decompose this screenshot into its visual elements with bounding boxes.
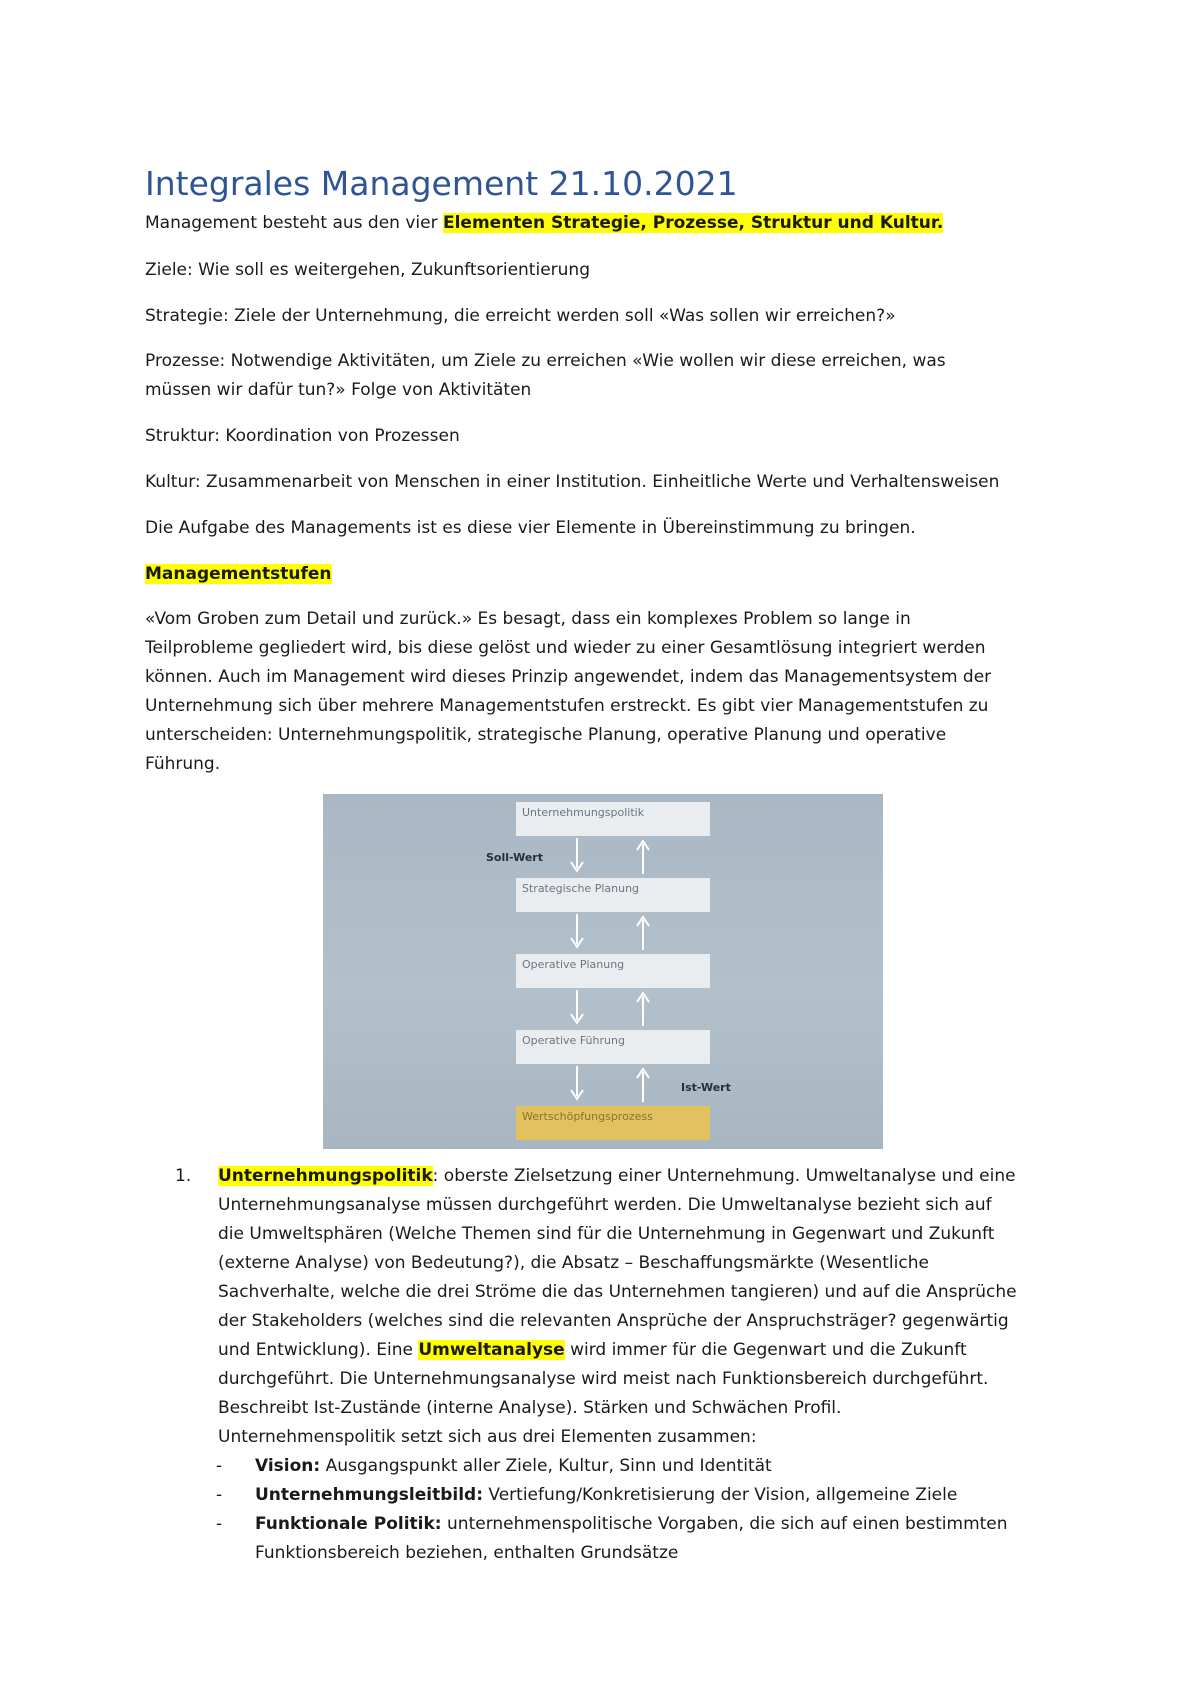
- section-heading-text: Managementstufen: [145, 564, 332, 584]
- arrow-down-icon: [569, 914, 585, 950]
- bullet-dash: -: [216, 1514, 223, 1534]
- arrow-up-icon: [635, 838, 651, 874]
- intro-highlight: Elementen Strategie, Prozesse, Struktur und Kultur.: [442, 213, 944, 233]
- stufen-line-3: können. Auch im Management wird dieses Prinzip angewendet, indem das Managementsystem der: [145, 667, 992, 687]
- list-number: 1.: [175, 1166, 192, 1186]
- list-item-line-9: Beschreibt Ist-Zustände (interne Analyse). Stärken und Schwächen Profil.: [218, 1398, 842, 1418]
- ist-wert-label: Ist-Wert: [681, 1081, 731, 1094]
- arrow-up-icon: [635, 914, 651, 950]
- umweltanalyse-highlight: Umweltanalyse: [418, 1340, 565, 1360]
- soll-wert-label: Soll-Wert: [486, 851, 543, 864]
- figure-box-strategische-planung: Strategische Planung: [516, 878, 710, 912]
- stufen-line-4: Unternehmung sich über mehrere Managementstufen erstreckt. Es gibt vier Managementstufen zu: [145, 696, 989, 716]
- bullet-dash: -: [216, 1456, 223, 1476]
- struktur-paragraph: Struktur: Koordination von Prozessen: [145, 426, 460, 446]
- line-7-prefix: und Entwicklung). Eine: [218, 1340, 419, 1360]
- arrow-down-icon: [569, 1066, 585, 1102]
- intro-paragraph: [145, 209, 1065, 238]
- list-item-line-10: Unternehmenspolitik setzt sich aus drei Elementen zusammen:: [218, 1427, 757, 1447]
- figure-box-operative-planung: Operative Planung: [516, 954, 710, 988]
- kultur-paragraph: Kultur: Zusammenarbeit von Menschen in einer Institution. Einheitliche Werte und Verhaltensweisen: [145, 472, 1000, 492]
- list-item-line-5: Sachverhalte, welche die drei Ströme die das Unternehmen tangieren) und auf die Ansprüche: [218, 1282, 1017, 1302]
- figure-box-unternehmungspolitik: Unternehmungspolitik: [516, 802, 710, 836]
- list-item-line-2: Unternehmungsanalyse müssen durchgeführt werden. Die Umweltanalyse bezieht sich auf: [218, 1195, 992, 1215]
- management-levels-figure: [323, 794, 883, 1149]
- page-title: Integrales Management 21.10.2021: [145, 164, 738, 203]
- line-7-suffix: wird immer für die Gegenwart und die Zukunft: [564, 1340, 967, 1360]
- bullet-3-line-2: Funktionsbereich beziehen, enthalten Grundsätze: [255, 1543, 679, 1563]
- bullet-text: unternehmenspolitische Vorgaben, die sich auf einen bestimmten: [441, 1514, 1008, 1534]
- bullet-term: Vision:: [255, 1456, 321, 1476]
- aufgabe-paragraph: Die Aufgabe des Managements ist es diese vier Elemente in Übereinstimmung zu bringen.: [145, 518, 916, 538]
- figure-box-operative-fuehrung: Operative Führung: [516, 1030, 710, 1064]
- arrow-down-icon: [569, 990, 585, 1026]
- arrow-up-icon: [635, 1066, 651, 1102]
- bullet-text: Vertiefung/Konkretisierung der Vision, allgemeine Ziele: [483, 1485, 958, 1505]
- bullet-text: Ausgangspunkt aller Ziele, Kultur, Sinn und Identität: [320, 1456, 772, 1476]
- arrow-down-icon: [569, 838, 585, 874]
- bullet-dash: -: [216, 1485, 223, 1505]
- ziele-paragraph: Ziele: Wie soll es weitergehen, Zukunftsorientierung: [145, 260, 590, 280]
- arrow-up-icon: [635, 990, 651, 1026]
- strategie-paragraph: Strategie: Ziele der Unternehmung, die erreicht werden soll «Was sollen wir erreichen?»: [145, 306, 896, 326]
- intro-prefix: Management besteht aus den vier: [145, 213, 443, 233]
- prozesse-line-1: Prozesse: Notwendige Aktivitäten, um Ziele zu erreichen «Wie wollen wir diese erreichen, was: [145, 351, 946, 371]
- prozesse-line-2: müssen wir dafür tun?» Folge von Aktivitäten: [145, 380, 532, 400]
- list-item-line-6: der Stakeholders (welches sind die relevanten Ansprüche der Anspruchsträger? gegenwärtig: [218, 1311, 1009, 1331]
- list-line-1-text: : oberste Zielsetzung einer Unternehmung. Umweltanalyse und eine: [432, 1166, 1016, 1186]
- figure-box-wertschoepfungsprozess: Wertschöpfungsprozess: [516, 1106, 710, 1140]
- list-item-line-8: durchgeführt. Die Unternehmungsanalyse wird meist nach Funktionsbereich durchgeführt.: [218, 1369, 989, 1389]
- list-item-line-1: [218, 1162, 1068, 1191]
- bullet-term: Unternehmungsleitbild:: [255, 1485, 483, 1505]
- stufen-line-2: Teilprobleme gegliedert wird, bis diese gelöst und wieder zu einer Gesamtlösung integriert werden: [145, 638, 986, 658]
- list-term-highlight: Unternehmungspolitik: [218, 1166, 433, 1186]
- section-heading: [145, 560, 1065, 589]
- stufen-line-5: unterscheiden: Unternehmungspolitik, strategische Planung, operative Planung und operative: [145, 725, 947, 745]
- stufen-line-1: «Vom Groben zum Detail und zurück.» Es besagt, dass ein komplexes Problem so lange in: [145, 609, 911, 629]
- stufen-line-6: Führung.: [145, 754, 221, 774]
- list-item-line-4: (externe Analyse) von Bedeutung?), die Absatz – Beschaffungsmärkte (Wesentliche: [218, 1253, 929, 1273]
- list-item-line-7: [218, 1336, 1068, 1365]
- bullet-term: Funktionale Politik:: [255, 1514, 442, 1534]
- list-item-line-3: die Umweltsphären (Welche Themen sind für die Unternehmung in Gegenwart und Zukunft: [218, 1224, 995, 1244]
